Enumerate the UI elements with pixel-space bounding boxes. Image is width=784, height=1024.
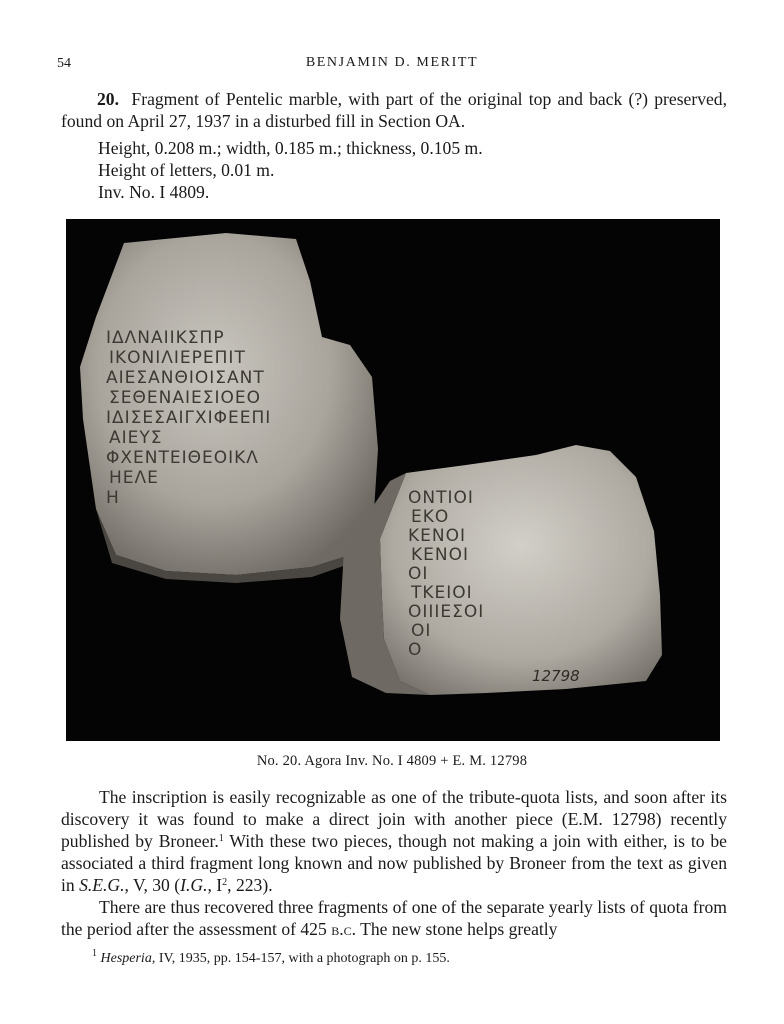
p1-seg-ref: S.E.G. [79, 875, 125, 895]
inscription-line: ΑΙΕΥΣ [109, 428, 163, 448]
p2-bc: b.c. [331, 919, 356, 939]
entry-specs [98, 137, 483, 203]
spec-letter-height: Height of letters, 0.01 m. [98, 160, 275, 180]
footnote [92, 948, 450, 967]
inscription-line: ΚΕΝΟΙ [408, 526, 467, 546]
fragment-photograph [66, 219, 720, 741]
inscription-line: ΗΕΛΕ [109, 468, 159, 488]
body-text [61, 786, 727, 940]
entry-number: 20. [97, 89, 119, 109]
stone-fragment-b [340, 445, 662, 695]
p2-text-a: There are thus recovered three fragments of one of the separate yearly lists of quota from the period after the assessment of 425 [61, 897, 727, 939]
p1-ig-superscript: 2 [222, 877, 228, 888]
p1-text-b: With these two pieces, though not making a join with either, is to be associated a third fragment long known and now published by Broneer from the text as given in [61, 831, 727, 895]
inscription-line: ΟΝΤΙΟΙ [408, 488, 474, 508]
entry-description [61, 88, 727, 132]
inscription-line: ΙΚΟΝΙΛΙΕΡΕΠΙΤ [109, 348, 246, 368]
inscription-line: ΚΕΝΟΙ [411, 545, 470, 565]
footnote-reference: 1 [218, 833, 224, 844]
entry-text-2: . [460, 111, 466, 131]
inscription-line: ΤΚΕΙΟΙ [411, 583, 473, 603]
figure-caption: No. 20. Agora Inv. No. I 4809 + E. M. 12798 [256, 753, 528, 769]
inscription-line: ΙΔΛΝΑΙΙΚΣΠΡ [106, 328, 225, 348]
inscription-line: ΟΙ [408, 564, 429, 584]
spec-inventory: Inv. No. I 4809. [98, 182, 210, 202]
inscription-line: ΣΕΘΕΝΑΙΕΣΙΟΕΟ [109, 388, 261, 408]
inscription-line: ΙΔΙΣΕΣΑΙΓΧΙΦΕΕΠΙ [106, 408, 272, 428]
inscription-line: Ο [408, 640, 423, 660]
paragraph-1 [61, 786, 727, 896]
inscription-line: ΦΧΕΝΤΕΙΘΕΟΙΚΛ [106, 448, 259, 468]
inscription-line: Η [106, 488, 120, 508]
stone-b-museum-number: 12798 [532, 667, 580, 685]
entry-text-1: Fragment of Pentelic marble, with part of the original top and back (?) preserved, found on April 27, 1937 in a disturbed fill in Section [61, 89, 728, 131]
entry-section: OA [435, 111, 461, 131]
p1-text-d: , I [207, 875, 223, 895]
p2-text-b: The new stone helps greatly [356, 919, 558, 939]
spec-dimensions: Height, 0.208 m.; width, 0.185 m.; thickness, 0.105 m. [98, 138, 483, 158]
page-number: 54 [57, 56, 71, 71]
paragraph-2 [61, 896, 727, 940]
p1-text-e: , 223). [227, 875, 273, 895]
inscription-line: ΟΙΙΙΕΣΟΙ [408, 602, 485, 622]
inscription-line: ΑΙΕΣΑΝΘΙΟΙΣΑΝΤ [106, 368, 265, 388]
p1-text-a: The inscription is easily recognizable as one of the tribute-quota lists, and soon after its discovery it was found to make a direct join with another piece (E.M. 12798) recently published by Broneer. [61, 787, 727, 851]
p1-text-c: , V, 30 ( [124, 875, 181, 895]
footnote-text: , IV, 1935, pp. 154-157, with a photograph on p. 155. [151, 951, 450, 966]
p1-ig-ref: I.G. [180, 875, 208, 895]
fragment-photo-svg [66, 219, 720, 741]
footnote-journal: Hesperia [100, 951, 152, 966]
running-title: BENJAMIN D. MERITT [305, 55, 479, 70]
footnote-marker: 1 [92, 948, 97, 959]
inscription-line: ΕΚΟ [411, 507, 450, 527]
inscription-line: ΟΙ [411, 621, 432, 641]
